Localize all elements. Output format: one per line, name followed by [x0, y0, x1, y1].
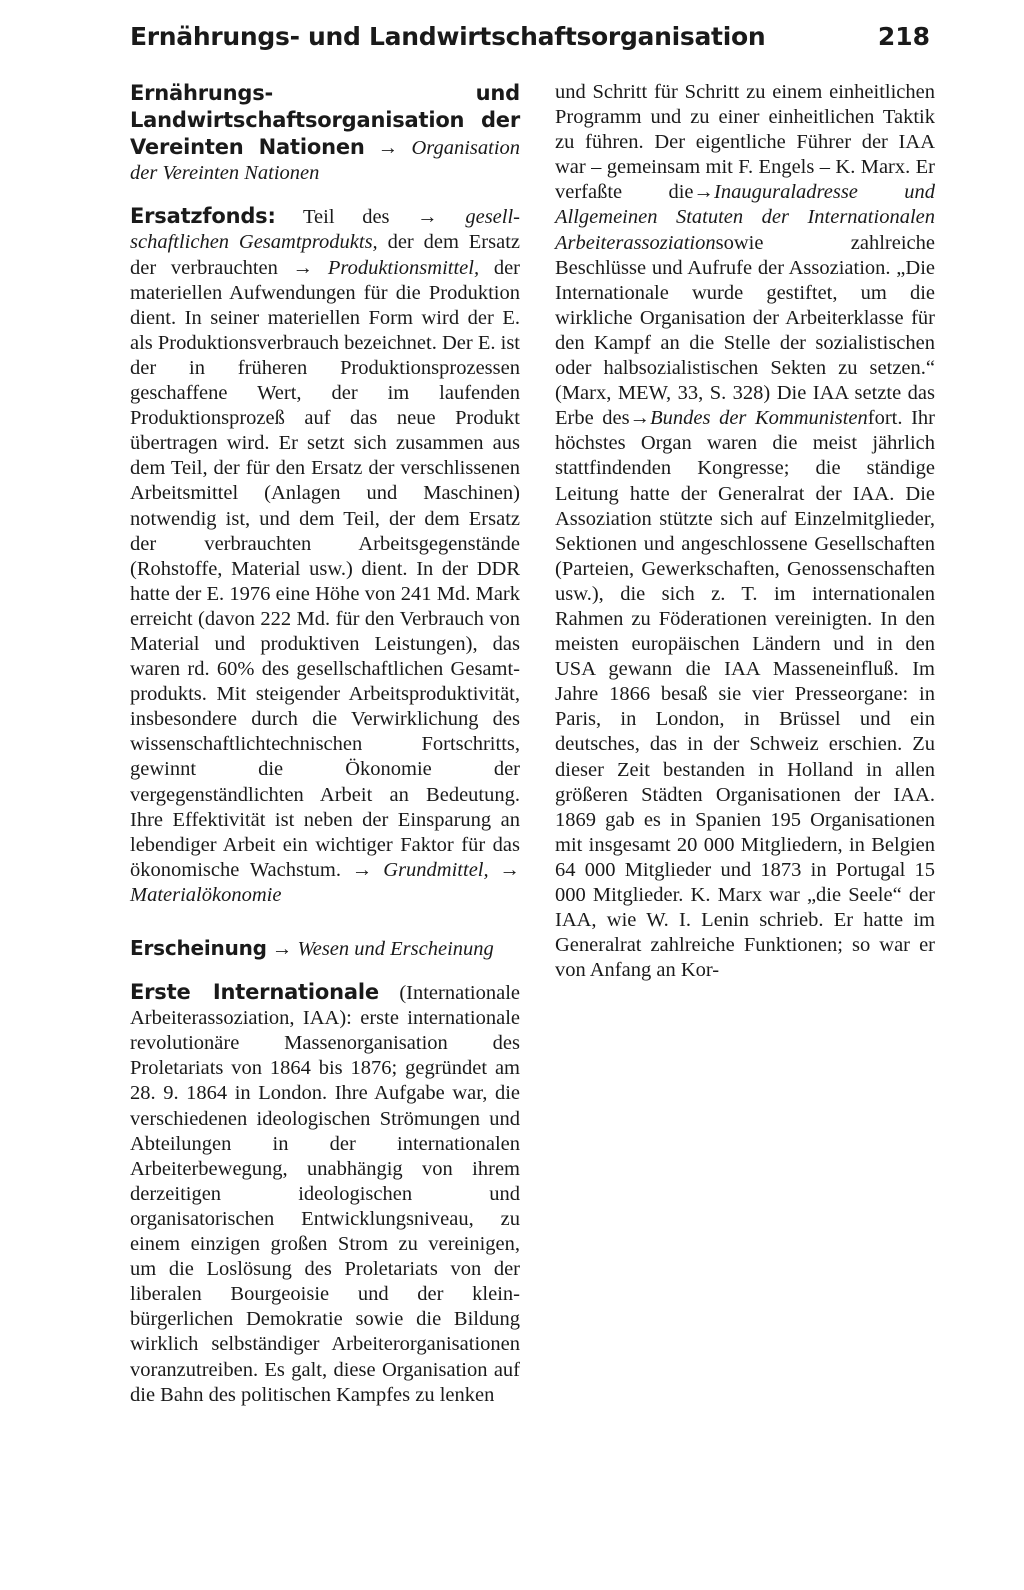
entry-fao [130, 80, 520, 186]
cross-reference-arrow-icon: → [629, 407, 651, 430]
entry-text: der dem Ersatz der verbrauchten [130, 231, 520, 279]
entry-ersatzfonds [130, 203, 520, 908]
entry-text: und Schritt für Schritt zu einem einheitlichen Programm und zu einer einheitlichen Taktik zu führen. Der eigentliche Führer der IAA war – gemeinsam mit F. Engels – K. Marx. Er verfaßte die [555, 81, 935, 204]
cross-reference[interactable]: Organisation der Vereinten Nationen [130, 137, 521, 185]
entry-lemma: Erscheinung [130, 936, 267, 960]
entry-erste-internationale-continued [555, 80, 935, 983]
left-column [130, 80, 520, 1425]
cross-reference[interactable]: Bundes der Kommunisten [650, 407, 868, 430]
cross-reference-arrow-icon: → [351, 858, 373, 881]
cross-reference[interactable]: Wesen und Erscheinung [297, 938, 494, 960]
cross-reference-arrow-icon: → [292, 256, 314, 279]
running-head: Ernährungs- und Landwirtschaftsorganisation [130, 22, 766, 51]
cross-reference[interactable]: Grundmittel, [383, 858, 489, 881]
cross-reference-arrow-icon: → [377, 137, 399, 160]
page-number: 218 [877, 22, 930, 51]
entry-text: fort. Ihr höchstes Organ waren die meist jährlich stattfindenden Kongresse; die ständige Leitung hatte der Generalrat der IAA. Die Assoziation stützte sich auf Einzelmitglieder, Sektionen und angeschlossene Gesellschaften (Parteien, Gewerkschaften, Genossenschaften usw.), die sich z. T. im internationalen Rahmen zu Föderationen vereinigten. In den meisten europäischen Ländern und in den USA gewann die IAA Masseneinfluß. Im Jahre 1866 besaß sie vier Presseorgane: in Paris, in London, in Brüssel und ein deutsches, das in der Schweiz erschien. Zu dieser Zeit bestanden in Holland in allen größeren Städten Organisationen der IAA. 1869 gab es in Spanien 195 Organisationen mit insgesamt 20 000 Mitgliedern, in Belgien 64 000 Mitglieder und 1873 in Portugal 15 000 Mitglieder. K. Marx war „die Seele“ der IAA, wie W. I. Lenin schrieb. Er hatte im Generalrat zahlreiche Funktionen; so war er von Anfang an Kor- [555, 407, 935, 982]
cross-reference[interactable]: Inauguraladresse und Allgemeinen Statuten der Internationalen Arbeiterassoziation [555, 181, 935, 254]
cross-reference[interactable]: gesellschaftlichen Gesamtprodukts, [130, 206, 520, 254]
cross-reference[interactable]: Materialökonomie [130, 883, 282, 906]
entry-erste-internationale [130, 979, 520, 1408]
entry-text: sowie zahlreiche Beschlüsse und Aufrufe der Assoziation. „Die Internationale wurde gestiftet, um die wirkliche Organisation der Arbeiterklasse für den Kampf an die Stelle der sozialistischen oder halbsozialistischen Sekten zu setzen.“ (Marx, MEW, 33, S. 328) Die IAA setzte das Erbe des [555, 231, 935, 430]
entry-erscheinung [130, 936, 520, 962]
cross-reference-arrow-icon: → [693, 181, 715, 204]
right-column [555, 80, 935, 1000]
cross-reference-arrow-icon: → [271, 938, 293, 960]
cross-reference-arrow-icon: → [417, 206, 438, 229]
entry-lemma: Erste Internationale [130, 980, 379, 1005]
entry-text: (Internationale Arbeiterassoziation, IAA): erste internationale revolutionäre Massenorganisation des Proletariats von 1864 bis 1876; gegründet am 28. 9. 1864 in London. Ihre Aufgabe war, die verschiedenen ideologischen Strömungen und Abteilungen in der internationalen Arbeiterbewegung, unabhängig von ihrem derzeitigen ideologischen und organisatorischen Entwicklungsniveau, zu einem einzigen großen Strom zu vereinigen, um die Loslösung des Proletariats von der liberalen Bourgeoisie und der kleinbürgerlichen Demokratie sowie die Bildung wirklich selbständiger Arbeiterorganisationen voranzutreiben. Es galt, diese Organisation auf die Bahn des politischen Kampfes zu lenken [130, 982, 520, 1406]
entry-text: der materiellen Aufwendungen für die Produktion dient. In seiner materiellen Form wird der E. als Produktionsverbrauch bezeichnet. Der E. ist der in früheren Produktionsprozessen geschaffene Wert, der im laufenden Produktionsprozeß auf das neue Produkt übertragen wird. Er setzt sich zusammen aus dem Teil, der für den Ersatz der verschlissenen Arbeitsmittel (Anlagen und Maschinen) notwendig ist, und dem Teil, der dem Ersatz der verbrauchten Arbeitsgegenstände (Rohstoffe, Material usw.) dient. In der DDR hatte der E. 1976 eine Höhe von 241 Md. Mark erreicht (davon 222 Md. für den Verbrauch von Material und produktiven Leistungen), das waren rd. 60% des gesellschaftlichen Gesamtprodukts. Mit steigender Arbeitsproduktivität, insbesondere durch die Verwirklichung des wissenschaftlichtechnischen Fortschritts, gewinnt die Ökonomie der vergegenständlichten Arbeit an Bedeutung. Ihre Effektivität ist neben der Einsparung an lebendiger Arbeit ein wichtiger Faktor für das ökonomische Wachstum. [130, 256, 521, 881]
cross-reference[interactable]: Produktionsmittel, [327, 256, 480, 279]
cross-reference-arrow-icon: → [499, 858, 520, 881]
entry-lemma: Ersatzfonds: [130, 204, 276, 229]
page-header [130, 18, 930, 58]
entry-text: Teil des [302, 206, 390, 229]
entry-lemma: Ernährungs- und Landwirtschaftsorganisation der Vereinten Nationen [130, 81, 520, 160]
